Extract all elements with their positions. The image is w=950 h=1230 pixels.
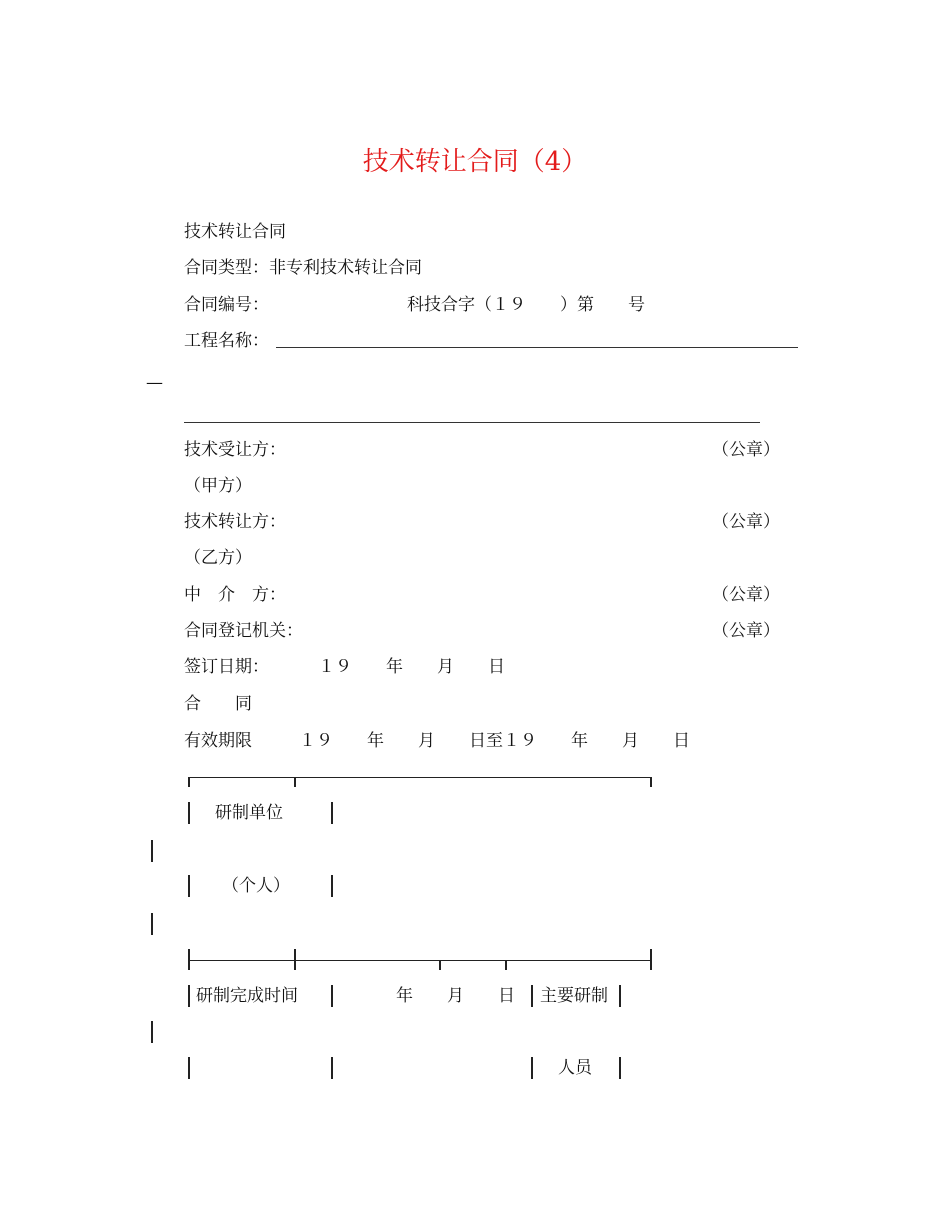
intermediary-seal: （公章）: [712, 585, 780, 605]
term-label-line1: 合 同: [184, 694, 252, 714]
table-tick: [439, 960, 441, 970]
table-border: [531, 1057, 533, 1079]
wrap-dash: —: [146, 373, 163, 393]
table-border: [188, 802, 190, 824]
table-tick: [188, 949, 190, 970]
table-border: [188, 875, 190, 897]
table-border: [331, 875, 333, 897]
registry-label: 合同登记机关：: [184, 621, 303, 641]
term-label: 有效期限: [184, 731, 252, 751]
contract-number-label: 合同编号：: [184, 295, 269, 315]
transferee-seal: （公章）: [712, 440, 780, 460]
table-border: [188, 1057, 190, 1079]
table-border: [151, 913, 153, 935]
table-border: [331, 802, 333, 824]
transferor-role: （乙方）: [184, 548, 252, 568]
table-mid-rule: [189, 960, 651, 961]
term-value: １９ 年 月 日至１９ 年 月 日: [299, 731, 690, 751]
table-border: [151, 840, 153, 862]
transferor-seal: （公章）: [712, 512, 780, 532]
project-name-label: 工程名称：: [184, 331, 269, 351]
intermediary-label: 中 介 方：: [184, 585, 286, 605]
table-tick: [505, 960, 507, 970]
project-name-blank-2: [184, 422, 760, 423]
transferee-role: （甲方）: [184, 476, 252, 496]
registry-seal: （公章）: [712, 621, 780, 641]
personnel-label: 人员: [558, 1058, 592, 1078]
table-tick: [650, 777, 652, 787]
contract-number-value: 科技合字（１９ ）第 号: [407, 295, 645, 315]
table-tick: [294, 949, 296, 970]
table-tick: [650, 949, 652, 970]
table-border: [619, 1057, 621, 1079]
contract-type-line: 合同类型：非专利技术转让合同: [184, 258, 422, 278]
table-top-rule: [189, 777, 651, 778]
completion-time-value: 年 月 日: [396, 986, 515, 1006]
table-tick: [188, 777, 190, 787]
table-border: [331, 1057, 333, 1079]
table-border: [151, 1021, 153, 1043]
dev-unit-label: 研制单位: [215, 803, 283, 823]
sign-date-label: 签订日期：: [184, 657, 269, 677]
transferor-label: 技术转让方：: [184, 512, 286, 532]
document-title: 技术转让合同（4）: [362, 147, 588, 177]
contract-name-line: 技术转让合同: [184, 222, 286, 242]
table-border: [331, 985, 333, 1007]
table-border: [619, 985, 621, 1007]
sign-date-value: １９ 年 月 日: [318, 657, 505, 677]
table-border: [188, 985, 190, 1007]
table-tick: [294, 777, 296, 787]
project-name-blank: [276, 347, 798, 348]
individual-label: （个人）: [222, 876, 290, 896]
transferee-label: 技术受让方：: [184, 440, 286, 460]
table-border: [531, 985, 533, 1007]
main-developer-label: 主要研制: [540, 986, 608, 1006]
completion-time-label: 研制完成时间: [196, 986, 298, 1006]
